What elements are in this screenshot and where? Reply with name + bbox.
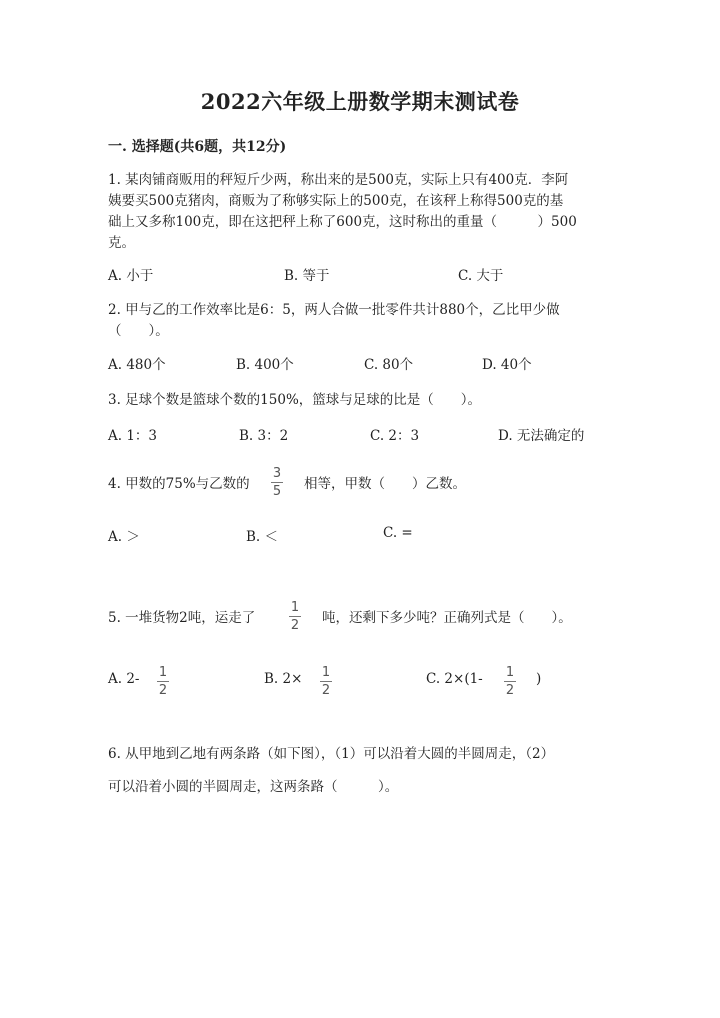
q5-option-b: B. 2×: [264, 671, 303, 687]
q3-line-1: 3. 足球个数是篮球个数的150%，篮球与足球的比是（ ）。: [108, 392, 482, 408]
q2-option-c: C. 80个: [364, 357, 414, 373]
fraction-bar: [504, 681, 516, 682]
q5-option-c-fraction: [504, 665, 516, 698]
page-title: 2022六年级上册数学期末测试卷: [200, 89, 520, 114]
q1-option-b: B. 等于: [284, 268, 330, 284]
q1-line-2: 姨要买500克猪肉，商贩为了称够实际上的500克，在该秤上称得500克的基: [108, 193, 564, 209]
q5-option-b-fraction: [320, 665, 332, 698]
q3-option-a: A. 1：3: [108, 428, 158, 444]
q4-fraction: [271, 466, 283, 499]
q4-option-c: C. =: [383, 525, 413, 541]
q3-option-d: D. 无法确定的: [498, 428, 585, 444]
q6-line-1: 6. 从甲地到乙地有两条路（如下图），（1）可以沿着大圆的半圆周走，（2）: [108, 746, 555, 762]
q5-option-c-close: ): [536, 671, 542, 687]
q5-option-a-numerator: 1: [158, 665, 168, 680]
section-heading: 一. 选择题(共6题，共12分): [108, 139, 287, 155]
q1-line-4: 克。: [108, 235, 135, 251]
q4-option-a: A. ＞: [108, 529, 140, 545]
q5-option-a-denominator: 2: [158, 683, 168, 698]
q2-line-1: 2. 甲与乙的工作效率比是6：5，两人合做一批零件共计880个，乙比甲少做: [108, 302, 560, 318]
q2-option-d: D. 40个: [482, 357, 532, 373]
q1-line-1: 1. 某肉铺商贩用的秤短斤少两，称出来的是500克，实际上只有400克．李阿: [108, 172, 569, 188]
fraction-bar: [157, 681, 169, 682]
q5-fraction: [289, 600, 301, 633]
q1-option-a: A. 小于: [108, 268, 154, 284]
q2-line-2: （ ）。: [108, 323, 169, 339]
q3-option-c: C. 2：3: [370, 428, 420, 444]
q5-option-a-fraction: [157, 665, 169, 698]
fraction-bar: [320, 681, 332, 682]
q5-fraction-numerator: 1: [290, 600, 300, 615]
fraction-bar: [289, 616, 301, 617]
q5-option-b-denominator: 2: [321, 683, 331, 698]
q2-option-a: A. 480个: [108, 357, 166, 373]
q5-text-after: 吨，还剩下多少吨？正确列式是（ ）。: [322, 610, 572, 626]
q1-option-c: C. 大于: [458, 268, 504, 284]
q5-option-b-numerator: 1: [321, 665, 331, 680]
q5-text-before: 5. 一堆货物2吨，运走了: [108, 610, 256, 626]
q2-option-b: B. 400个: [236, 357, 294, 373]
q5-option-c-numerator: 1: [505, 665, 515, 680]
q3-option-b: B. 3：2: [239, 428, 289, 444]
q5-option-c: C. 2×(1-: [426, 671, 483, 687]
q4-text-after: 相等，甲数（ ）乙数。: [304, 476, 466, 492]
q1-line-3: 础上又多称100克，即在这把秤上称了600克，这时称出的重量（ ）500: [108, 214, 577, 230]
q4-text-before: 4. 甲数的75%与乙数的: [108, 476, 250, 492]
q5-option-a: A. 2-: [108, 671, 140, 687]
q4-option-b: B. ＜: [246, 529, 279, 545]
q6-line-2: 可以沿着小圆的半圆周走，这两条路（ ）。: [108, 779, 399, 795]
q4-fraction-numerator: 3: [272, 466, 282, 481]
fraction-bar: [271, 482, 283, 483]
q5-fraction-denominator: 2: [290, 618, 300, 633]
q5-option-c-denominator: 2: [505, 683, 515, 698]
q4-fraction-denominator: 5: [272, 484, 282, 499]
